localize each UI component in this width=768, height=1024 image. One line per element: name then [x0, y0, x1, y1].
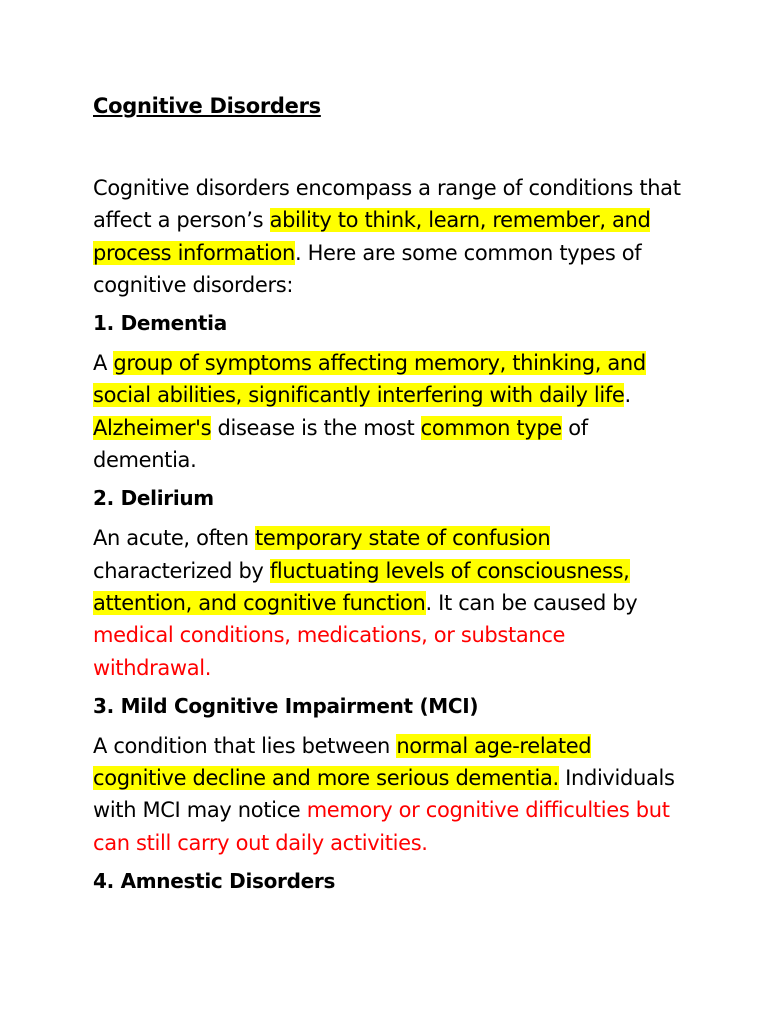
highlighted-text: Alzheimer's — [93, 415, 212, 440]
highlighted-text: common type — [420, 415, 562, 440]
section-heading-amnestic: 4. Amnestic Disorders — [93, 869, 336, 894]
section-heading-mci: 3. Mild Cognitive Impairment (MCI) — [93, 693, 479, 718]
dementia-paragraph — [93, 347, 683, 476]
mci-paragraph — [93, 730, 683, 859]
text-run: Cognitive disorders encompass a range of conditions that affect a person’s — [93, 176, 681, 233]
text-run: An acute, often — [93, 526, 255, 551]
highlighted-text: ability to think, learn, remember, and process information — [93, 208, 651, 265]
highlighted-text: normal age-related cognitive decline and more serious dementia. — [93, 733, 592, 791]
intro-paragraph — [93, 172, 683, 301]
highlighted-text: temporary state of confusion — [255, 526, 551, 551]
delirium-paragraph — [93, 522, 683, 683]
text-run: . — [624, 383, 631, 408]
red-emphasis-text: medical conditions, medications, or substance withdrawal. — [93, 623, 566, 680]
text-run: of dementia. — [93, 415, 588, 473]
text-run: A — [93, 351, 114, 376]
text-run: . Here are some common types of cognitive disorders: — [93, 240, 642, 297]
section-heading-dementia: 1. Dementia — [93, 311, 227, 336]
text-run: . It can be caused by — [425, 590, 638, 615]
highlighted-text: group of symptoms affecting memory, thinking, and social abilities, significantly interfering with daily life — [93, 351, 646, 408]
highlighted-text: fluctuating levels of consciousness, attention, and cognitive function — [93, 558, 630, 615]
text-run: disease is the most — [211, 415, 421, 440]
text-run: characterized by — [93, 558, 270, 583]
red-emphasis-text: memory or cognitive difficulties but can still carry out daily activities. — [93, 798, 670, 855]
document-title: Cognitive Disorders — [93, 94, 321, 118]
text-run: A condition that lies between — [93, 733, 397, 758]
text-run: Individuals with MCI may notice — [93, 766, 675, 823]
document-body — [93, 92, 683, 905]
section-heading-delirium: 2. Delirium — [93, 486, 214, 511]
